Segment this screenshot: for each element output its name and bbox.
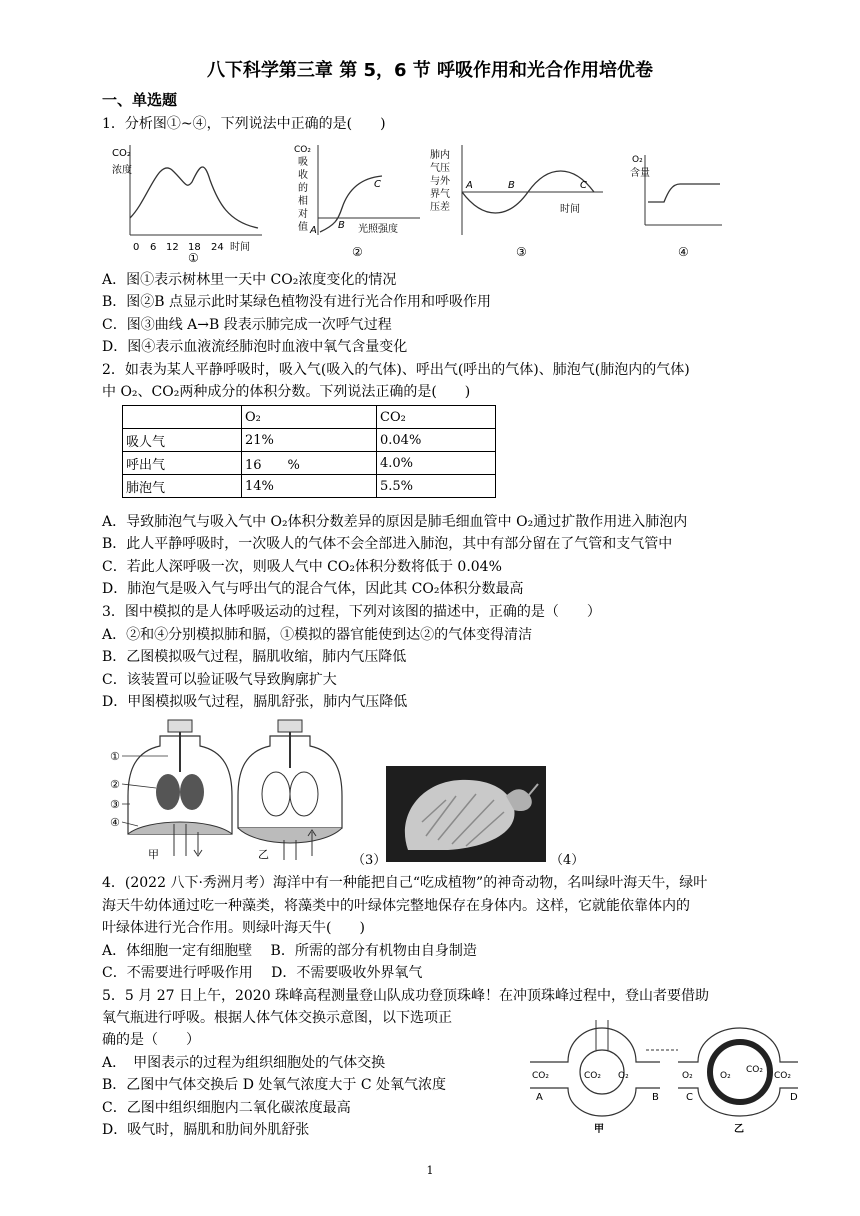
fig5-label-d: D: [790, 1092, 798, 1103]
q3-bell-jar-model-figure: [108, 716, 348, 864]
q3-option-b: B．乙图模拟吸气过程，膈肌收缩，肺内气压降低: [102, 649, 407, 665]
fig1-tick: 0: [133, 242, 140, 253]
fig5-label-c: C: [686, 1092, 693, 1103]
fig3-ylabel: 肺内: [430, 150, 450, 161]
fig1-tick: 18: [188, 242, 201, 253]
fig2-ylabel: 收: [298, 170, 308, 181]
fig1-number: ①: [188, 251, 199, 265]
fig5-o2-label: O₂: [618, 1071, 629, 1081]
fig3-ylabel: 压差: [430, 202, 450, 213]
q5-option-d: D．吸气时，膈肌和肋间外肌舒张: [102, 1122, 310, 1138]
fig3-ylabel: 气压: [430, 163, 450, 174]
fig5-co2-label: CO₂: [532, 1071, 549, 1081]
fig5-o2-label: O₂: [720, 1071, 731, 1081]
q2-option-a: A．导致肺泡气与吸入气中 O₂体积分数差异的原因是肺毛细血管中 O₂通过扩散作用进入肺泡内: [102, 514, 688, 530]
table-row: [123, 452, 496, 475]
sea-slug-photo: [386, 766, 546, 862]
q3-stem: 3．图中模拟的是人体呼吸运动的过程，下列对该图的描述中，正确的是（ ）: [102, 604, 601, 620]
q5-gas-exchange-figure: [528, 1020, 800, 1136]
q4-stem-line-3: 叶绿体进行光合作用。则绿叶海天牛( ): [102, 920, 365, 936]
fig3-point-b: B: [508, 180, 515, 191]
fig5-o2-label: O₂: [682, 1071, 693, 1081]
q4-options-row-1: A．体细胞一定有细胞壁 B．所需的部分有机物由自身制造: [102, 943, 477, 959]
table-cell: 肺泡气: [123, 475, 242, 498]
fig2-ylabel: 相: [298, 196, 308, 207]
q4-options-row-2: C．不需要进行呼吸作用 D．不需要吸收外界氧气: [102, 965, 423, 981]
table-cell: 呼出气: [123, 452, 242, 475]
q5-stem-line-3: 确的是（ ）: [102, 1032, 200, 1048]
fig2-ylabel: 对: [298, 209, 308, 220]
jar-yi: [238, 720, 342, 861]
fig5-co2-label: CO₂: [774, 1071, 791, 1081]
q5-option-c: C．乙图中组织细胞内二氧化碳浓度最高: [102, 1100, 351, 1116]
fig1-tick: 12: [166, 242, 179, 253]
fig5-co2-label: CO₂: [746, 1065, 763, 1075]
q5-option-b: B．乙图中气体交换后 D 处氧气浓度大于 C 处氧气浓度: [102, 1077, 447, 1093]
fig5-label-a: A: [536, 1092, 543, 1103]
q1-option-b: B．图②B 点显示此时某绿色植物没有进行光合作用和呼吸作用: [102, 294, 492, 310]
marker-4: ④: [110, 816, 120, 829]
fig3-ylabel: 与外: [430, 176, 450, 187]
q4-stem-line-1: 4．(2022 八下·秀洲月考）海洋中有一种能把自己“吃成植物”的神奇动物，名叫绿叶海天牛，绿叶: [102, 875, 708, 891]
table-cell: 14%: [242, 475, 377, 498]
q2-stem-line-1: 2．如表为某人平静呼吸时，吸入气(吸入的气体)、呼出气(呼出的气体)、肺泡气(肺泡内的气体): [102, 362, 690, 378]
q3-option-d: D．甲图模拟吸气过程，膈肌舒张，肺内气压降低: [102, 694, 408, 710]
table-header-cell: CO₂: [377, 406, 496, 429]
fig1-ylabel-1: CO₂: [112, 148, 131, 159]
q2-option-b: B．此人平静呼吸时，一次吸人的气体不会全部进入肺泡，其中有部分留在了气管和支气管中: [102, 536, 673, 552]
table-header-cell: [123, 406, 242, 429]
q2-stem-line-2: 中 O₂、CO₂两种成分的体积分数。下列说法正确的是( ): [102, 384, 471, 400]
table-cell: 5.5%: [377, 475, 496, 498]
fig4-ylabel-2: 含量: [630, 168, 650, 179]
page-title: 八下科学第三章 第 5，6 节 呼吸作用和光合作用培优卷: [206, 60, 654, 81]
fig1-tick: 6: [150, 242, 157, 253]
fig5-name-yi: 乙: [734, 1124, 744, 1135]
table-row: [123, 429, 496, 452]
q5-option-a: A． 甲图表示的过程为组织细胞处的气体交换: [102, 1055, 386, 1071]
figure-caption-3: （3）: [352, 853, 387, 868]
fig2-xlabel: 光照强度: [358, 224, 398, 235]
fig2-ylabel: 值: [298, 222, 308, 233]
fig1-tick: 24: [211, 242, 224, 253]
jar-label-yi: 乙: [258, 848, 269, 861]
q1-figure-3-lung-pressure: [428, 140, 608, 265]
q1-option-c: C．图③曲线 A→B 段表示肺完成一次呼气过程: [102, 317, 392, 333]
fig3-point-a: A: [466, 180, 473, 191]
table-cell: 4.0%: [377, 452, 496, 475]
marker-2: ②: [110, 778, 120, 791]
q1-option-a: A．图①表示树林里一天中 CO₂浓度变化的情况: [102, 272, 397, 288]
page-number: 1: [426, 1164, 434, 1177]
fig2-ylabel: CO₂: [294, 145, 311, 155]
fig2-number: ②: [352, 245, 363, 259]
q1-option-d: D．图④表示血液流经肺泡时血液中氧气含量变化: [102, 339, 408, 355]
q1-figure-2-co2-absorption: [290, 140, 425, 265]
fig2-point-a: A: [310, 225, 317, 236]
fig2-point-c: C: [374, 179, 381, 190]
fig1-ylabel-2: 浓度: [112, 165, 132, 176]
q3-option-a: A．②和④分别模拟肺和膈，①模拟的器官能使到达②的气体变得清洁: [102, 627, 533, 643]
fig1-xlabel: 时间: [230, 242, 250, 253]
fig5-co2-label: CO₂: [584, 1071, 601, 1081]
marker-1: ①: [110, 750, 120, 763]
fig4-ylabel-1: O₂: [632, 155, 643, 165]
fig5-label-b: B: [652, 1092, 659, 1103]
fig2-point-b: B: [338, 220, 345, 231]
fig3-point-c: C: [580, 180, 587, 191]
jar-jia: [128, 720, 232, 861]
figure-caption-4: （4）: [550, 853, 585, 868]
q1-figure-1-co2-curve: [100, 140, 270, 265]
fig3-ylabel: 界气: [430, 189, 450, 200]
table-header-row: [123, 406, 496, 429]
fig2-ylabel: 吸: [298, 157, 308, 168]
q2-option-c: C．若此人深呼吸一次，则吸人气中 CO₂体积分数将低于 0.04%: [102, 559, 502, 575]
q2-gas-table: [122, 405, 496, 498]
q3-option-c: C．该装置可以验证吸气导致胸廓扩大: [102, 672, 337, 688]
table-cell: 吸人气: [123, 429, 242, 452]
q5-stem-line-1: 5．5 月 27 日上午，2020 珠峰高程测量登山队成功登顶珠峰！在冲顶珠峰过程中，登山者要借助: [102, 988, 710, 1004]
fig5-name-jia: 甲: [594, 1124, 604, 1135]
marker-3: ③: [110, 798, 120, 811]
fig2-ylabel: 的: [298, 183, 308, 194]
q1-figure-4-oxygen-content: [630, 140, 730, 265]
table-header-cell: O₂: [242, 406, 377, 429]
table-cell: 0.04%: [377, 429, 496, 452]
table-row: [123, 475, 496, 498]
fig3-number: ③: [516, 245, 527, 259]
q2-option-d: D．肺泡气是吸入气与呼出气的混合气体，因此其 CO₂体积分数最高: [102, 581, 524, 597]
table-cell: 16 %: [242, 452, 377, 475]
fig3-xlabel: 时间: [560, 204, 580, 215]
section-heading: 一、单选题: [102, 91, 178, 109]
q1-stem: 1．分析图①~④，下列说法中正确的是( ): [102, 116, 386, 132]
fig4-number: ④: [678, 245, 689, 259]
q4-stem-line-2: 海天牛幼体通过吃一种藻类，将藻类中的叶绿体完整地保存在身体内。这样，它就能依靠体内的: [102, 898, 690, 914]
table-cell: 21%: [242, 429, 377, 452]
jar-label-jia: 甲: [148, 848, 159, 861]
q5-stem-line-2: 氧气瓶进行呼吸。根据人体气体交换示意图，以下选项正: [102, 1010, 452, 1026]
